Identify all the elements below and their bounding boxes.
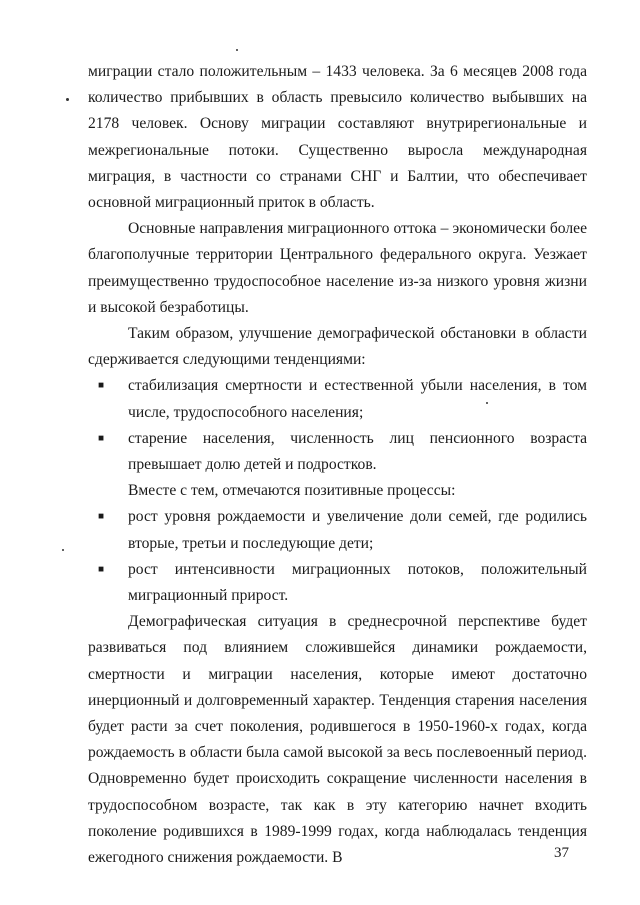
bullet-icon: ■ [98, 432, 105, 444]
list-item-text: стабилизация смертности и естественной убыли населения, в том числе, трудоспособного населения; [128, 377, 587, 421]
positive-trends-list [88, 504, 587, 609]
list-item [88, 426, 587, 478]
list-item-text: рост уровня рождаемости и увеличение доли семей, где родились вторые, третьи и последующие дети; [128, 508, 587, 552]
scan-speck [62, 549, 64, 551]
list-item [88, 504, 587, 556]
paragraph-positive-trends-intro: Вместе с тем, отмечаются позитивные процессы: [128, 482, 456, 500]
paragraph-demographic-outlook: Демографическая ситуация в среднесрочной перспективе будет развиваться под влиянием сложившейся динамики рождаемости, смертности и миграции населения, которые имеют достаточно инерционный и долговременный характер. Тенденция старения населения будет расти за счет поколения, родившегося в 1950-1960-х годах, когда рождаемость в области была самой высокой за весь послевоенный период. Одновременно будет происходить сокращение численности населения в трудоспособном возрасте, так как в эту категорию начнет входить поколение родившихся в 1989-1999 годах, когда наблюдалась тенденция ежегодного снижения рождаемости. В [88, 613, 587, 867]
scan-speck [66, 98, 69, 101]
list-item-text: старение населения, численность лиц пенсионного возраста превышает долю детей и подростков. [128, 429, 587, 474]
list-item-text: рост интенсивности миграционных потоков, положительный миграционный прирост. [128, 560, 587, 605]
bullet-icon: ■ [98, 511, 105, 523]
scan-speck [236, 49, 238, 51]
body-text [88, 59, 587, 871]
bullet-icon: ■ [98, 380, 105, 392]
list-item [88, 373, 587, 425]
scan-speck [486, 402, 488, 404]
bullet-icon: ■ [98, 563, 105, 575]
paragraph-migration-continued: миграции стало положительным – 1433 человека. За 6 месяцев 2008 года количество прибывших в область превысило количество выбывших на 2178 человек. Основу миграции составляют внутрирегиональные и межрегиональные потоки. Существенно выросла международная миграция, в частности со странами СНГ и Балтии, что обеспечивает основной миграционный приток в область. [88, 63, 587, 212]
paragraph-negative-trends-intro: Таким образом, улучшение демографической обстановки в области сдерживается следующими тенденциями: [88, 325, 587, 369]
list-item [88, 557, 587, 609]
negative-trends-list [88, 373, 587, 478]
paragraph-migration-outflow: Основные направления миграционного оттока – экономически более благополучные территории Центрального федерального округа. Уезжает преимущественно трудоспособное население из-за низкого уровня жизни и высокой безработицы. [88, 220, 587, 316]
page-number: 37 [554, 845, 569, 861]
